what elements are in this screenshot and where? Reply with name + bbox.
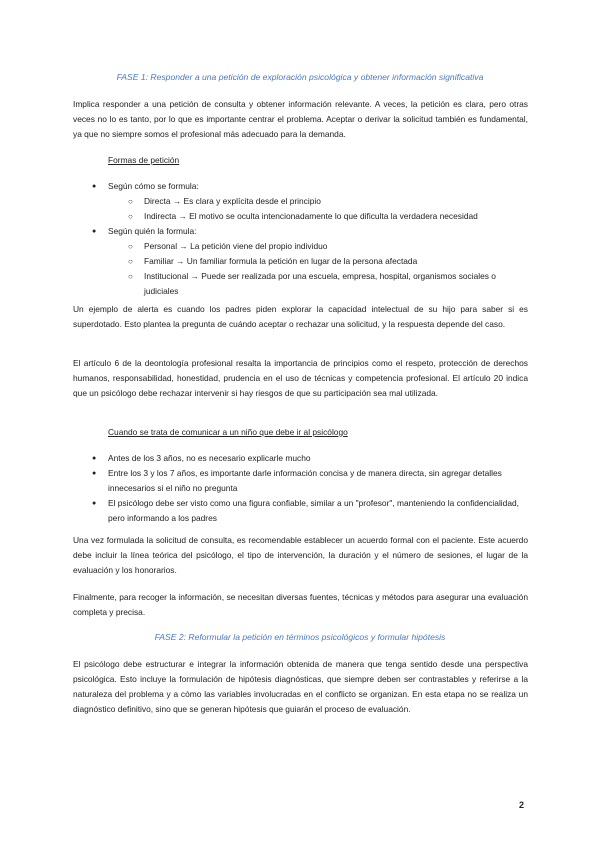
sublist — [108, 194, 528, 224]
paragraph-alerta: Un ejemplo de alerta es cuando los padres piden explorar la capacidad intelectual de su hijo para saber si es superdotado. Esto plantea la pregunta de cuándo aceptar o rechazar una solicitud, y la respuesta depende del caso. — [73, 304, 528, 329]
list-item: ○ Personal → La petición viene del propio individuo — [128, 239, 528, 254]
nino-list — [92, 451, 528, 526]
list-item: ● Entre los 3 y los 7 años, es importante darle información concisa y de manera directa, sin agregar detalles innecesarios si el niño no pregunta — [92, 466, 528, 496]
list-item: ○ Institucional → Puede ser realizada por una escuela, empresa, hospital, organismos sociales o judiciales — [128, 269, 528, 299]
list-item — [92, 179, 528, 224]
list-item: ○ Indirecta → El motivo se oculta intencionadamente lo que dificulta la verdadera necesidad — [128, 209, 528, 224]
list-item: ○ Directa → Es clara y explícita desde el principio — [128, 194, 528, 209]
list-item — [92, 224, 528, 299]
list-item: ● Antes de los 3 años, no es necesario explicarle mucho — [92, 451, 528, 466]
formas-peticion-heading: Formas de petición — [108, 155, 180, 165]
list-item: ○ Familiar → Un familiar formula la petición en lugar de la persona afectada — [128, 254, 528, 269]
group-label-como: Según cómo se formula: — [108, 181, 199, 191]
sublist — [108, 239, 528, 299]
paragraph-acuerdo: Una vez formulada la solicitud de consulta, es recomendable establecer un acuerdo formal con el paciente. Este acuerdo debe incluir la línea teórica del psicólogo, el tipo de intervención, la duración y el número de sesiones, el lugar de la evaluación y los honorarios. — [73, 535, 528, 575]
formas-list — [92, 179, 528, 299]
paragraph-deontologia: El artículo 6 de la deontología profesional resalta la importancia de principios como el respeto, protección de derechos humanos, responsabilidad, honestidad, prudencia en el uso de técnicas y competencia profesional. El artículo 20 indica que un psicólogo debe rechazar intervenir si hay riesgos de que su participación sea mal utilizada. — [73, 358, 528, 398]
nino-heading: Cuando se trata de comunicar a un niño que debe ir al psicólogo — [108, 427, 348, 437]
paragraph-finalmente: Finalmente, para recoger la información, se necesitan diversas fuentes, técnicas y métodos para asegurar una evaluación completa y precisa. — [73, 592, 528, 617]
fase2-heading: FASE 2: Reformular la petición en términos psicológicos y formular hipótesis — [154, 632, 446, 642]
paragraph-fase2: El psicólogo debe estructurar e integrar la información obtenida de manera que tenga sentido desde una perspectiva psicológica. Esto incluye la formulación de hipótesis diagnósticas, que siempre deben ser contrastables y referirse a la naturaleza del problema y a cómo las variables involucradas en el conflicto se organizan. En esta etapa no se realiza un diagnóstico definitivo, sino que se generan hipótesis que guiarán el proceso de evaluación. — [73, 659, 528, 714]
list-item: ● El psicólogo debe ser visto como una figura confiable, similar a un "profesor", manteniendo la confidencialidad, pero informando a los padres — [92, 496, 528, 526]
page-number: 2 — [519, 800, 525, 810]
paragraph-intro: Implica responder a una petición de consulta y obtener información relevante. A veces, la petición es clara, pero otras veces no lo es tanto, por lo que es importante centrar el problema. Aceptar o derivar la solicitud también es fundamental, ya que no siempre somos el profesional más adecuado para la demanda. — [73, 99, 528, 139]
group-label-quien: Según quién la formula: — [108, 226, 197, 236]
fase1-heading: FASE 1: Responder a una petición de exploración psicológica y obtener información significativa — [116, 72, 484, 82]
